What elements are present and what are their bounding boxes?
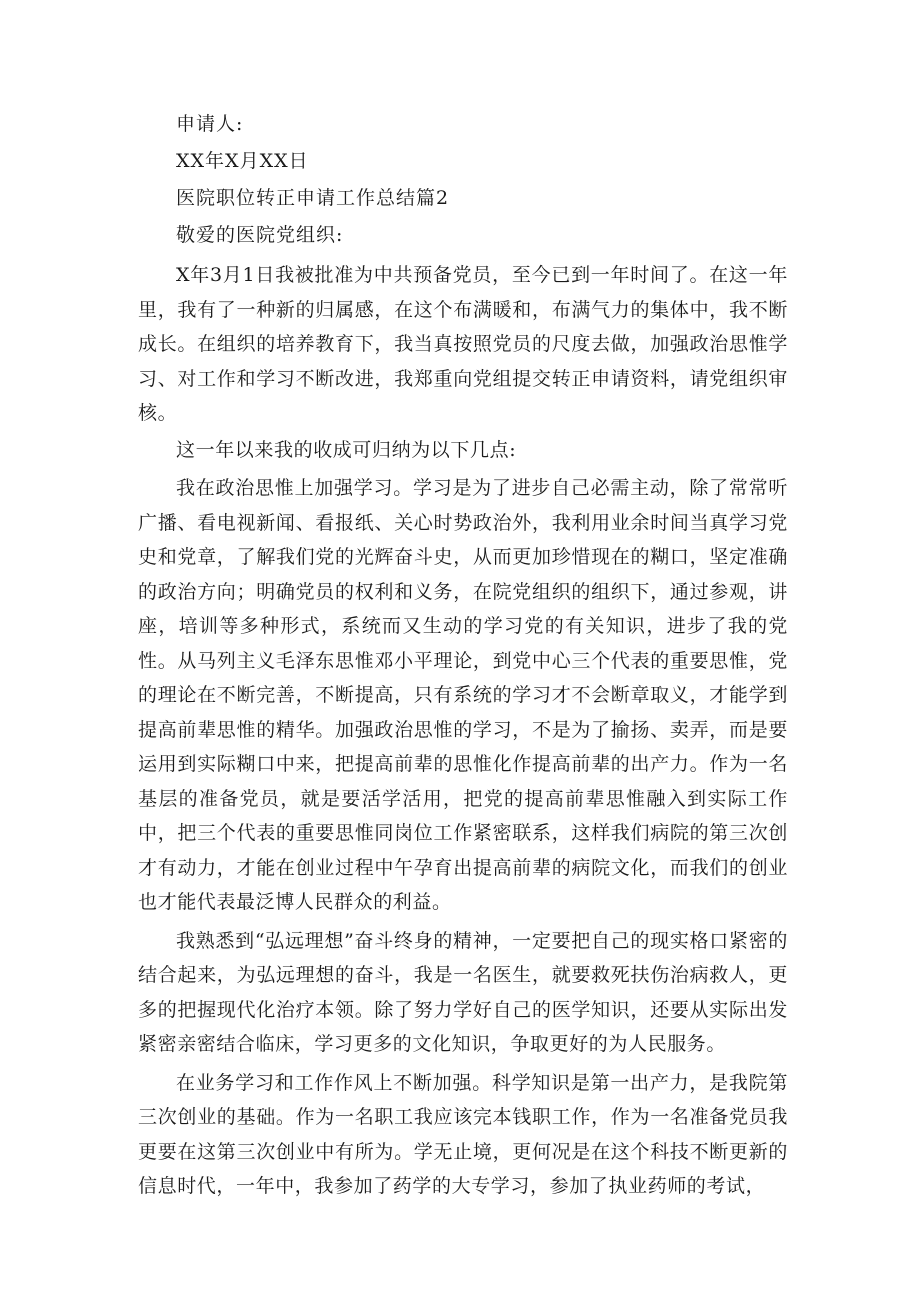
paragraph-ideals: 我熟悉到“弘远理想”奋斗终身的精神，一定要把自己的现实格口紧密的结合起来，为弘远理想的奋斗，我是一名医生，就要救死扶伤治病救人，更多的把握现代化治疗本领。除了努力学好自己的医学知识，还要从实际出发紧密亲密结合临床，学习更多的文化知识，争取更好的为人民服务。: [138, 929, 788, 1055]
paragraph-summary-heading: 这一年以来我的收成可归纳为以下几点:: [176, 438, 517, 461]
paragraph-political-study: 我在政治思惟上加强学习。学习是为了进步自己必需主动，除了常常听广播、看电视新闻、看报纸、关心时势政治外，我利用业余时间当真学习党史和党章，了解我们党的光辉奋斗史，从而更加珍惜现在的糊口，坚定准确的政治方向；明确党员的权利和义务，在院党组织的组织下，通过参观，讲座，培训等多种形式，系统而又生动的学习党的有关知识，进步了我的党性。从马列主义毛泽东思惟邓小平理论，到党中心三个代表的重要思惟，党的理论在不断完善，不断提高，只有系统的学习才不会断章取义，才能学到提高前辈思惟的精华。加强政治思惟的学习，不是为了揄扬、卖弄，而是要运用到实际糊口中来，把提高前辈的思惟化作提高前辈的出产力。作为一名基层的准备党员，就是要活学活用，把党的提高前辈思惟融入到实际工作中，把三个代表的重要思惟同岗位工作紧密联系，这样我们病院的第三次创才有动力，才能在创业过程中午孕育出提高前辈的病院文化，而我们的创业也才能代表最泛博人民群众的利益。: [138, 477, 788, 913]
section-title: 医院职位转正申请工作总结篇2: [176, 187, 450, 209]
paragraph-intro: X年3月1日我被批准为中共预备党员，至今已到一年时间了。在这一年里，我有了一种新的归属感，在这个布满暖和，布满气力的集体中，我不断成长。在组织的培养教育下，我当真按照党员的尺度去做，加强政治思惟学习、对工作和学习不断改进，我郑重向党组提交转正申请资料，请党组织审核。: [138, 264, 788, 424]
applicant-label: 申请人:: [176, 113, 244, 135]
date-line: XX年X月XX日: [176, 150, 309, 172]
document-body: [138, 110, 788, 1208]
salutation: 敬爱的医院党组织:: [176, 224, 344, 246]
paragraph-work-style: 在业务学习和工作作风上不断加强。科学知识是第一出产力，是我院第三次创业的基础。作为一名职工我应该完本钱职工作，作为一名准备党员我更要在这第三次创业中有所为。学无止境，更何况是在这个科技不断更新的信息时代，一年中，我参加了药学的大专学习，参加了执业药师的考试，: [138, 1071, 788, 1197]
